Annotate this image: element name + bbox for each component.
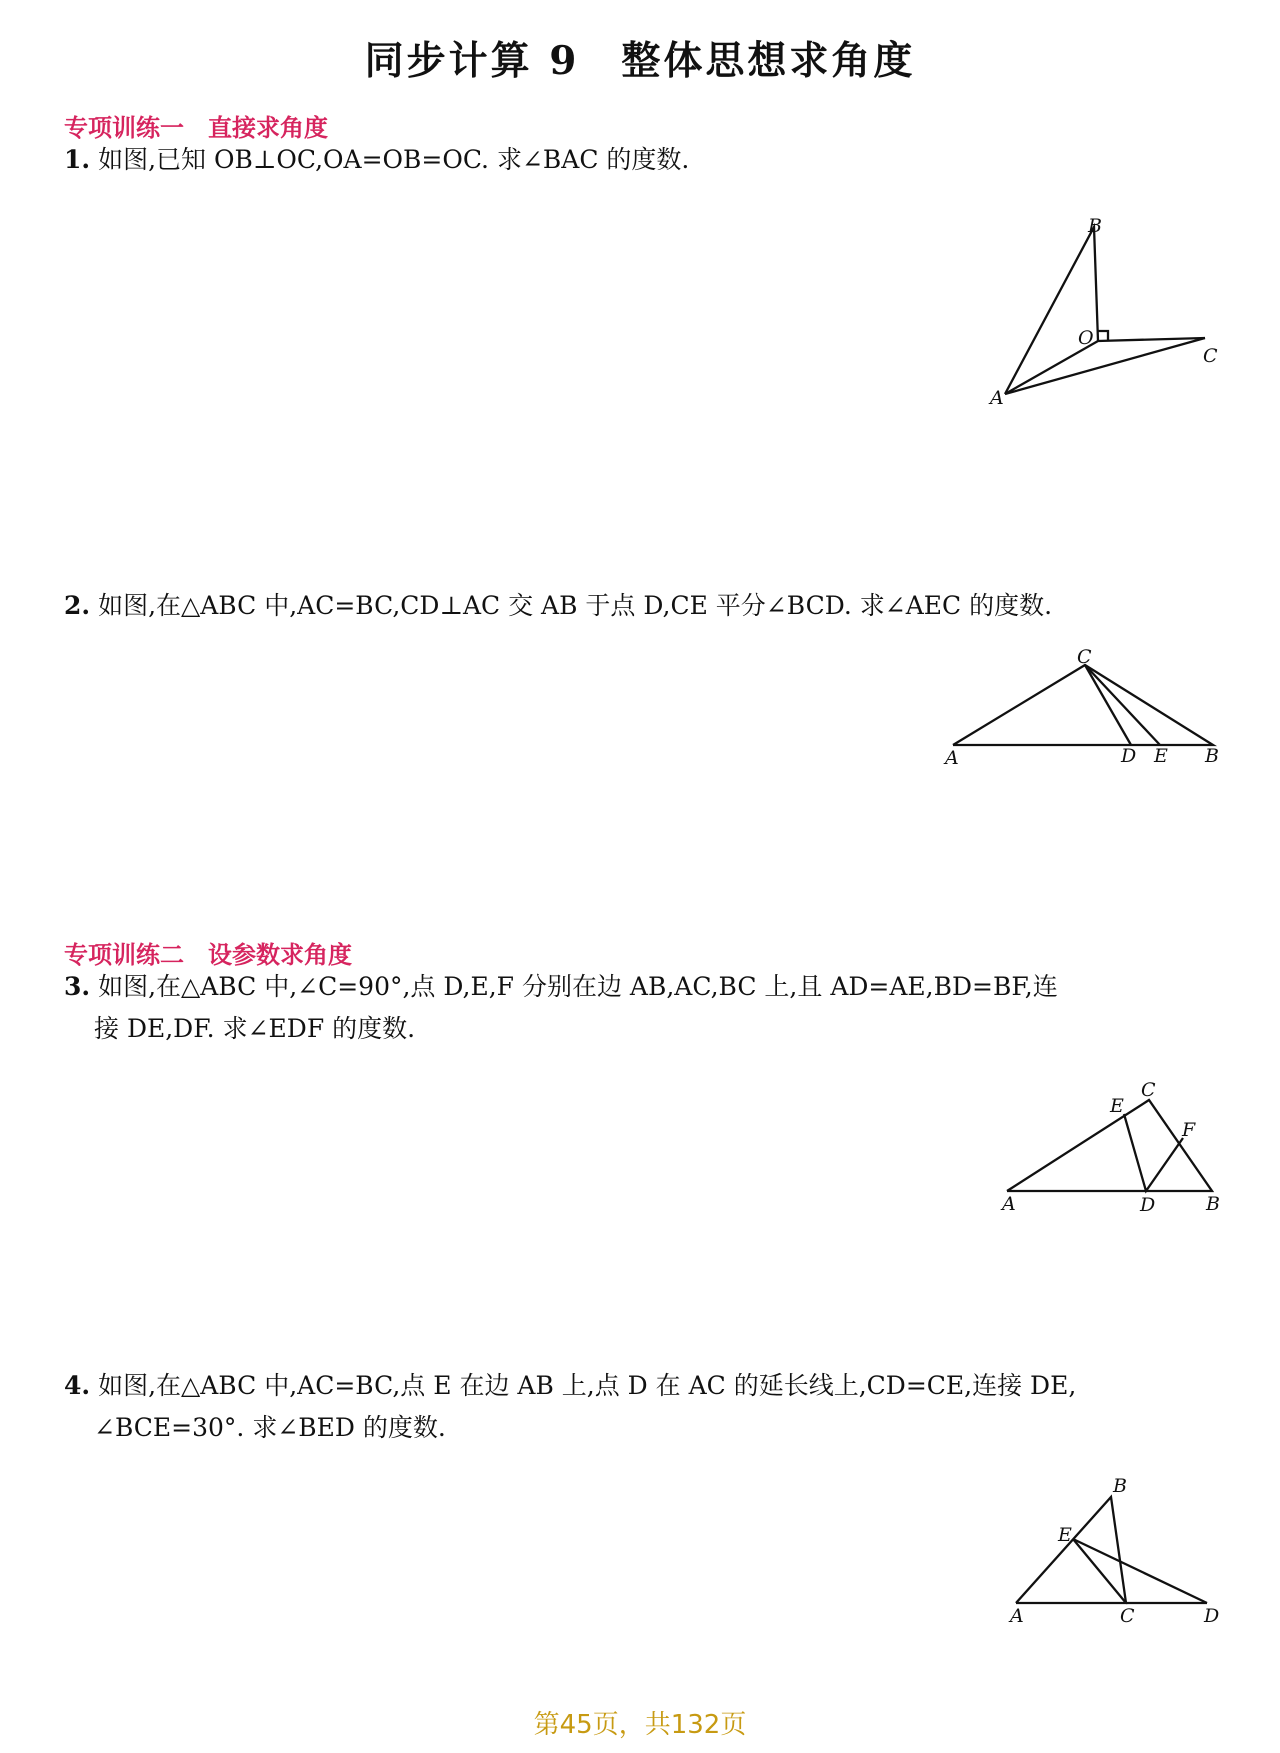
section-heading-2: 专项训练二 设参数求角度 <box>64 941 352 969</box>
figure-4-segment-ed <box>1073 1539 1207 1603</box>
point-label-b: B <box>1205 745 1219 767</box>
point-label-c: C <box>1141 1079 1156 1101</box>
point-label-d: D <box>1140 1194 1156 1216</box>
figure-1-segment-ab-bo <box>1005 227 1098 394</box>
problem-3 <box>64 966 1214 1050</box>
point-label-e: E <box>1154 745 1168 767</box>
problem-text-continued: 接 DE,DF. 求∠EDF 的度数. <box>94 1014 416 1043</box>
problem-number: 4. <box>64 1371 91 1400</box>
figure-1-segment-ac <box>1005 338 1205 394</box>
problem-number: 1. <box>64 145 91 174</box>
problem-number: 3. <box>64 972 91 1001</box>
point-label-b: B <box>1206 1193 1220 1215</box>
point-label-o: O <box>1078 327 1094 349</box>
point-label-d: D <box>1121 745 1137 767</box>
problem-text: 如图,在△ABC 中,∠C=90°,点 D,E,F 分别在边 AB,AC,BC 上,且 AD=AE,BD=BF,连 <box>98 972 1058 1001</box>
figure-2-triangle-abc <box>953 665 1213 745</box>
point-label-f: F <box>1182 1119 1196 1141</box>
section-heading-1: 专项训练一 直接求角度 <box>64 114 328 142</box>
point-label-b: B <box>1113 1475 1127 1497</box>
point-label-a: A <box>1002 1193 1016 1215</box>
point-label-c: C <box>1077 646 1092 668</box>
problem-text: 如图,在△ABC 中,AC=BC,CD⊥AC 交 AB 于点 D,CE 平分∠BCD. 求∠AEC 的度数. <box>98 591 1053 620</box>
point-label-e: E <box>1110 1095 1124 1117</box>
problem-number: 2. <box>64 591 91 620</box>
point-label-a: A <box>945 747 959 769</box>
figure-3-segments-ed-df <box>1124 1114 1183 1191</box>
problem-2 <box>64 585 1214 627</box>
page-footer: 第45页，共132页 <box>533 1710 747 1740</box>
point-label-a: A <box>1010 1605 1024 1627</box>
point-label-c: C <box>1120 1605 1135 1627</box>
figure-4-triangle-abc <box>1016 1497 1126 1603</box>
point-label-b: B <box>1088 215 1102 237</box>
problem-text-continued: ∠BCE=30°. 求∠BED 的度数. <box>94 1413 446 1442</box>
point-label-c: C <box>1203 345 1218 367</box>
point-label-d: D <box>1204 1605 1220 1627</box>
point-label-e: E <box>1058 1524 1072 1546</box>
page-title: 同步计算 9 整体思想求角度 <box>364 38 916 84</box>
problem-4 <box>64 1365 1214 1449</box>
figure-1-right-angle-mark <box>1098 331 1108 341</box>
point-label-a: A <box>990 387 1004 409</box>
figure-2-segment-cd <box>1085 665 1131 745</box>
problem-text: 如图,在△ABC 中,AC=BC,点 E 在边 AB 上,点 D 在 AC 的延长线上,CD=CE,连接 DE, <box>98 1371 1077 1400</box>
problem-text: 如图,已知 OB⊥OC,OA=OB=OC. 求∠BAC 的度数. <box>98 145 690 174</box>
